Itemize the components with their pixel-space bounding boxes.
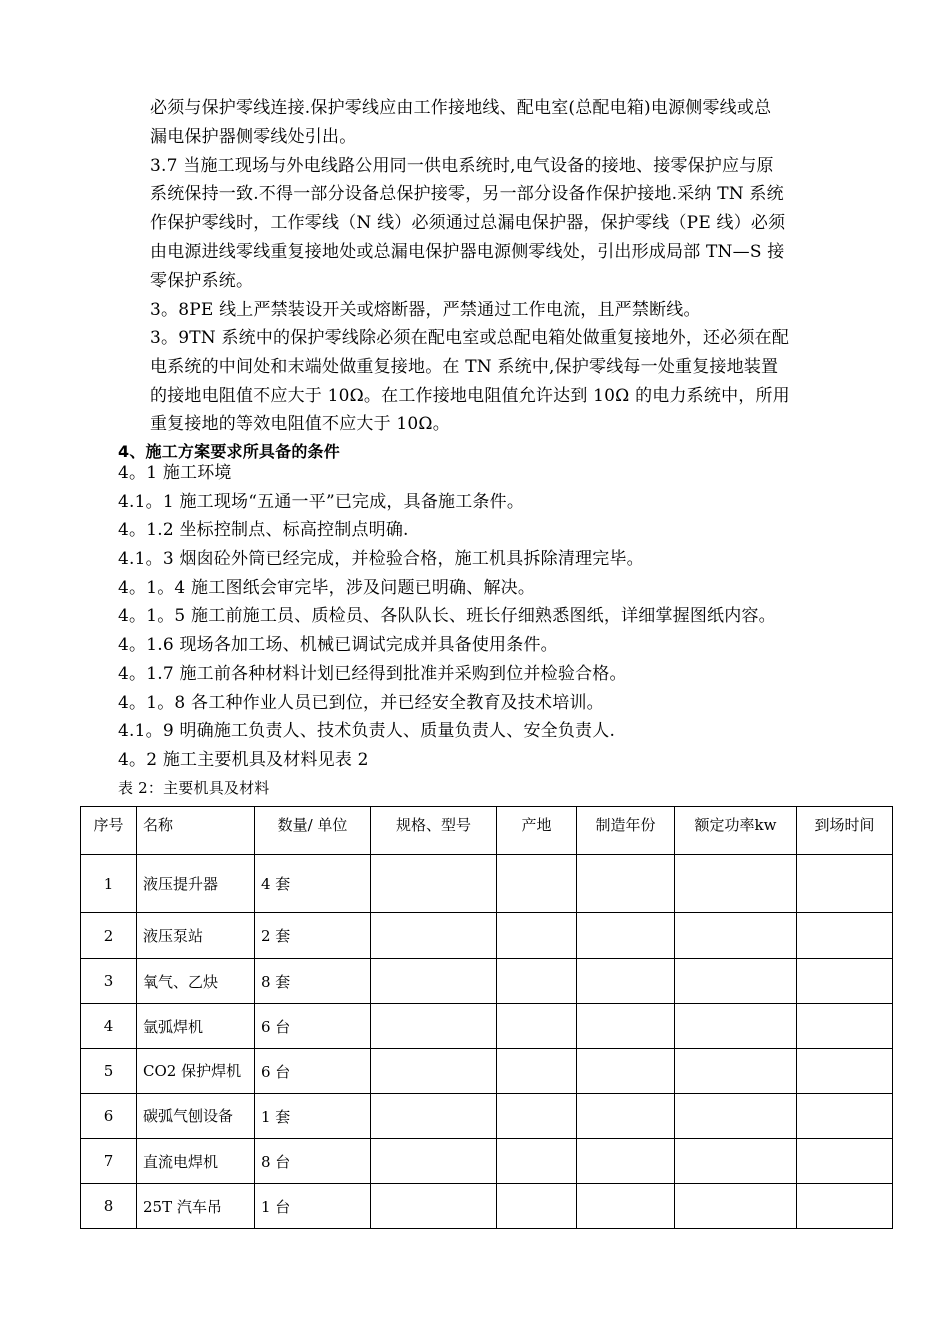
table-row	[81, 959, 893, 1004]
header-cell: 名称	[137, 807, 255, 855]
row-quantity: 1 台	[255, 1184, 371, 1229]
row-number: 1	[81, 855, 137, 913]
row-name: 氧气、乙炔	[137, 959, 255, 1004]
list-item: 4。1。5 施工前施工员、质检员、各队队长、班长仔细熟悉图纸，详细掌握图纸内容。	[118, 606, 776, 626]
header-cell: 产地	[497, 807, 577, 855]
paragraph-line: 必须与保护零线连接.保护零线应由工作接地线、配电室(总配电箱)电源侧零线或总	[150, 98, 772, 118]
list-item: 4。1。8 各工种作业人员已到位，并已经安全教育及技术培训。	[118, 693, 604, 713]
list-item: 4。1.2 坐标控制点、标高控制点明确.	[118, 520, 409, 540]
table-row	[81, 1094, 893, 1139]
list-item: 4。1。4 施工图纸会审完毕，涉及问题已明确、解决。	[118, 578, 536, 598]
section-heading: 4、施工方案要求所具备的条件	[118, 442, 340, 461]
paragraph-line: 零保护系统。	[150, 271, 254, 291]
list-item: 4。1.6 现场各加工场、机械已调试完成并具备使用条件。	[118, 635, 558, 655]
row-quantity: 2 套	[255, 913, 371, 959]
row-number: 2	[81, 913, 137, 959]
row-number: 6	[81, 1094, 137, 1139]
list-item: 4。1.7 施工前各种材料计划已经得到批准并采购到位并检验合格。	[118, 664, 627, 684]
row-name: 液压泵站	[137, 913, 255, 959]
row-quantity: 1 套	[255, 1094, 371, 1139]
row-quantity: 6 台	[255, 1049, 371, 1094]
header-cell: 规格、型号	[371, 807, 497, 855]
table-row	[81, 1004, 893, 1049]
row-quantity: 8 套	[255, 959, 371, 1004]
paragraph-line: 3。8PE 线上严禁装设开关或熔断器，严禁通过工作电流，且严禁断线。	[150, 300, 701, 320]
row-quantity: 8 台	[255, 1139, 371, 1184]
paragraph-line: 电系统的中间处和末端处做重复接地。在 TN 系统中,保护零线每一处重复接地装置	[150, 357, 779, 377]
list-item: 4.1。1 施工现场“五通一平”已完成，具备施工条件。	[118, 492, 525, 512]
paragraph-line: 的接地电阻值不应大于 10Ω。在工作接地电阻值允许达到 10Ω 的电力系统中，所用	[150, 386, 790, 406]
header-cell: 数量/ 单位	[255, 807, 371, 855]
row-number: 3	[81, 959, 137, 1004]
table-caption: 表 2：主要机具及材料	[118, 779, 270, 797]
equipment-table	[80, 806, 893, 1229]
row-name: CO2 保护焊机	[137, 1049, 255, 1094]
header-cell: 额定功率kw	[675, 807, 797, 855]
row-name: 直流电焊机	[137, 1139, 255, 1184]
list-item: 4。2 施工主要机具及材料见表 2	[118, 750, 369, 770]
paragraph-line: 系统保持一致.不得一部分设备总保护接零，另一部分设备作保护接地.采纳 TN 系统	[150, 184, 784, 204]
row-number: 4	[81, 1004, 137, 1049]
table-row	[81, 1139, 893, 1184]
paragraph-line: 由电源进线零线重复接地处或总漏电保护器电源侧零线处，引出形成局部 TN—S 接	[150, 242, 785, 262]
row-number: 8	[81, 1184, 137, 1229]
row-number: 7	[81, 1139, 137, 1184]
table-row	[81, 913, 893, 959]
list-item: 4.1。3 烟囱砼外筒已经完成，并检验合格，施工机具拆除清理完毕。	[118, 549, 644, 569]
row-quantity: 6 台	[255, 1004, 371, 1049]
table-row	[81, 1184, 893, 1229]
list-item: 4.1。9 明确施工负责人、技术负责人、质量负责人、安全负责人.	[118, 721, 616, 741]
row-name: 液压提升器	[137, 855, 255, 913]
paragraph-line: 作保护零线时，工作零线（N 线）必须通过总漏电保护器，保护零线（PE 线）必须	[150, 213, 786, 233]
header-cell: 到场时间	[797, 807, 893, 855]
table-row	[81, 855, 893, 913]
row-quantity: 4 套	[255, 855, 371, 913]
header-cell: 序号	[81, 807, 137, 855]
header-cell: 制造年份	[577, 807, 675, 855]
paragraph-line: 重复接地的等效电阻值不应大于 10Ω。	[150, 414, 450, 434]
table-header-row	[81, 807, 893, 855]
paragraph-line: 3。9TN 系统中的保护零线除必须在配电室或总配电箱处做重复接地外，还必须在配	[150, 328, 790, 348]
table-row	[81, 1049, 893, 1094]
paragraph-line: 3.7 当施工现场与外电线路公用同一供电系统时,电气设备的接地、接零保护应与原	[150, 156, 774, 176]
paragraph-line: 漏电保护器侧零线处引出。	[150, 127, 357, 147]
row-name: 25T 汽车吊	[137, 1184, 255, 1229]
row-number: 5	[81, 1049, 137, 1094]
row-name: 氩弧焊机	[137, 1004, 255, 1049]
list-item: 4。1 施工环境	[118, 463, 232, 483]
row-name: 碳弧气刨设备	[137, 1094, 255, 1139]
